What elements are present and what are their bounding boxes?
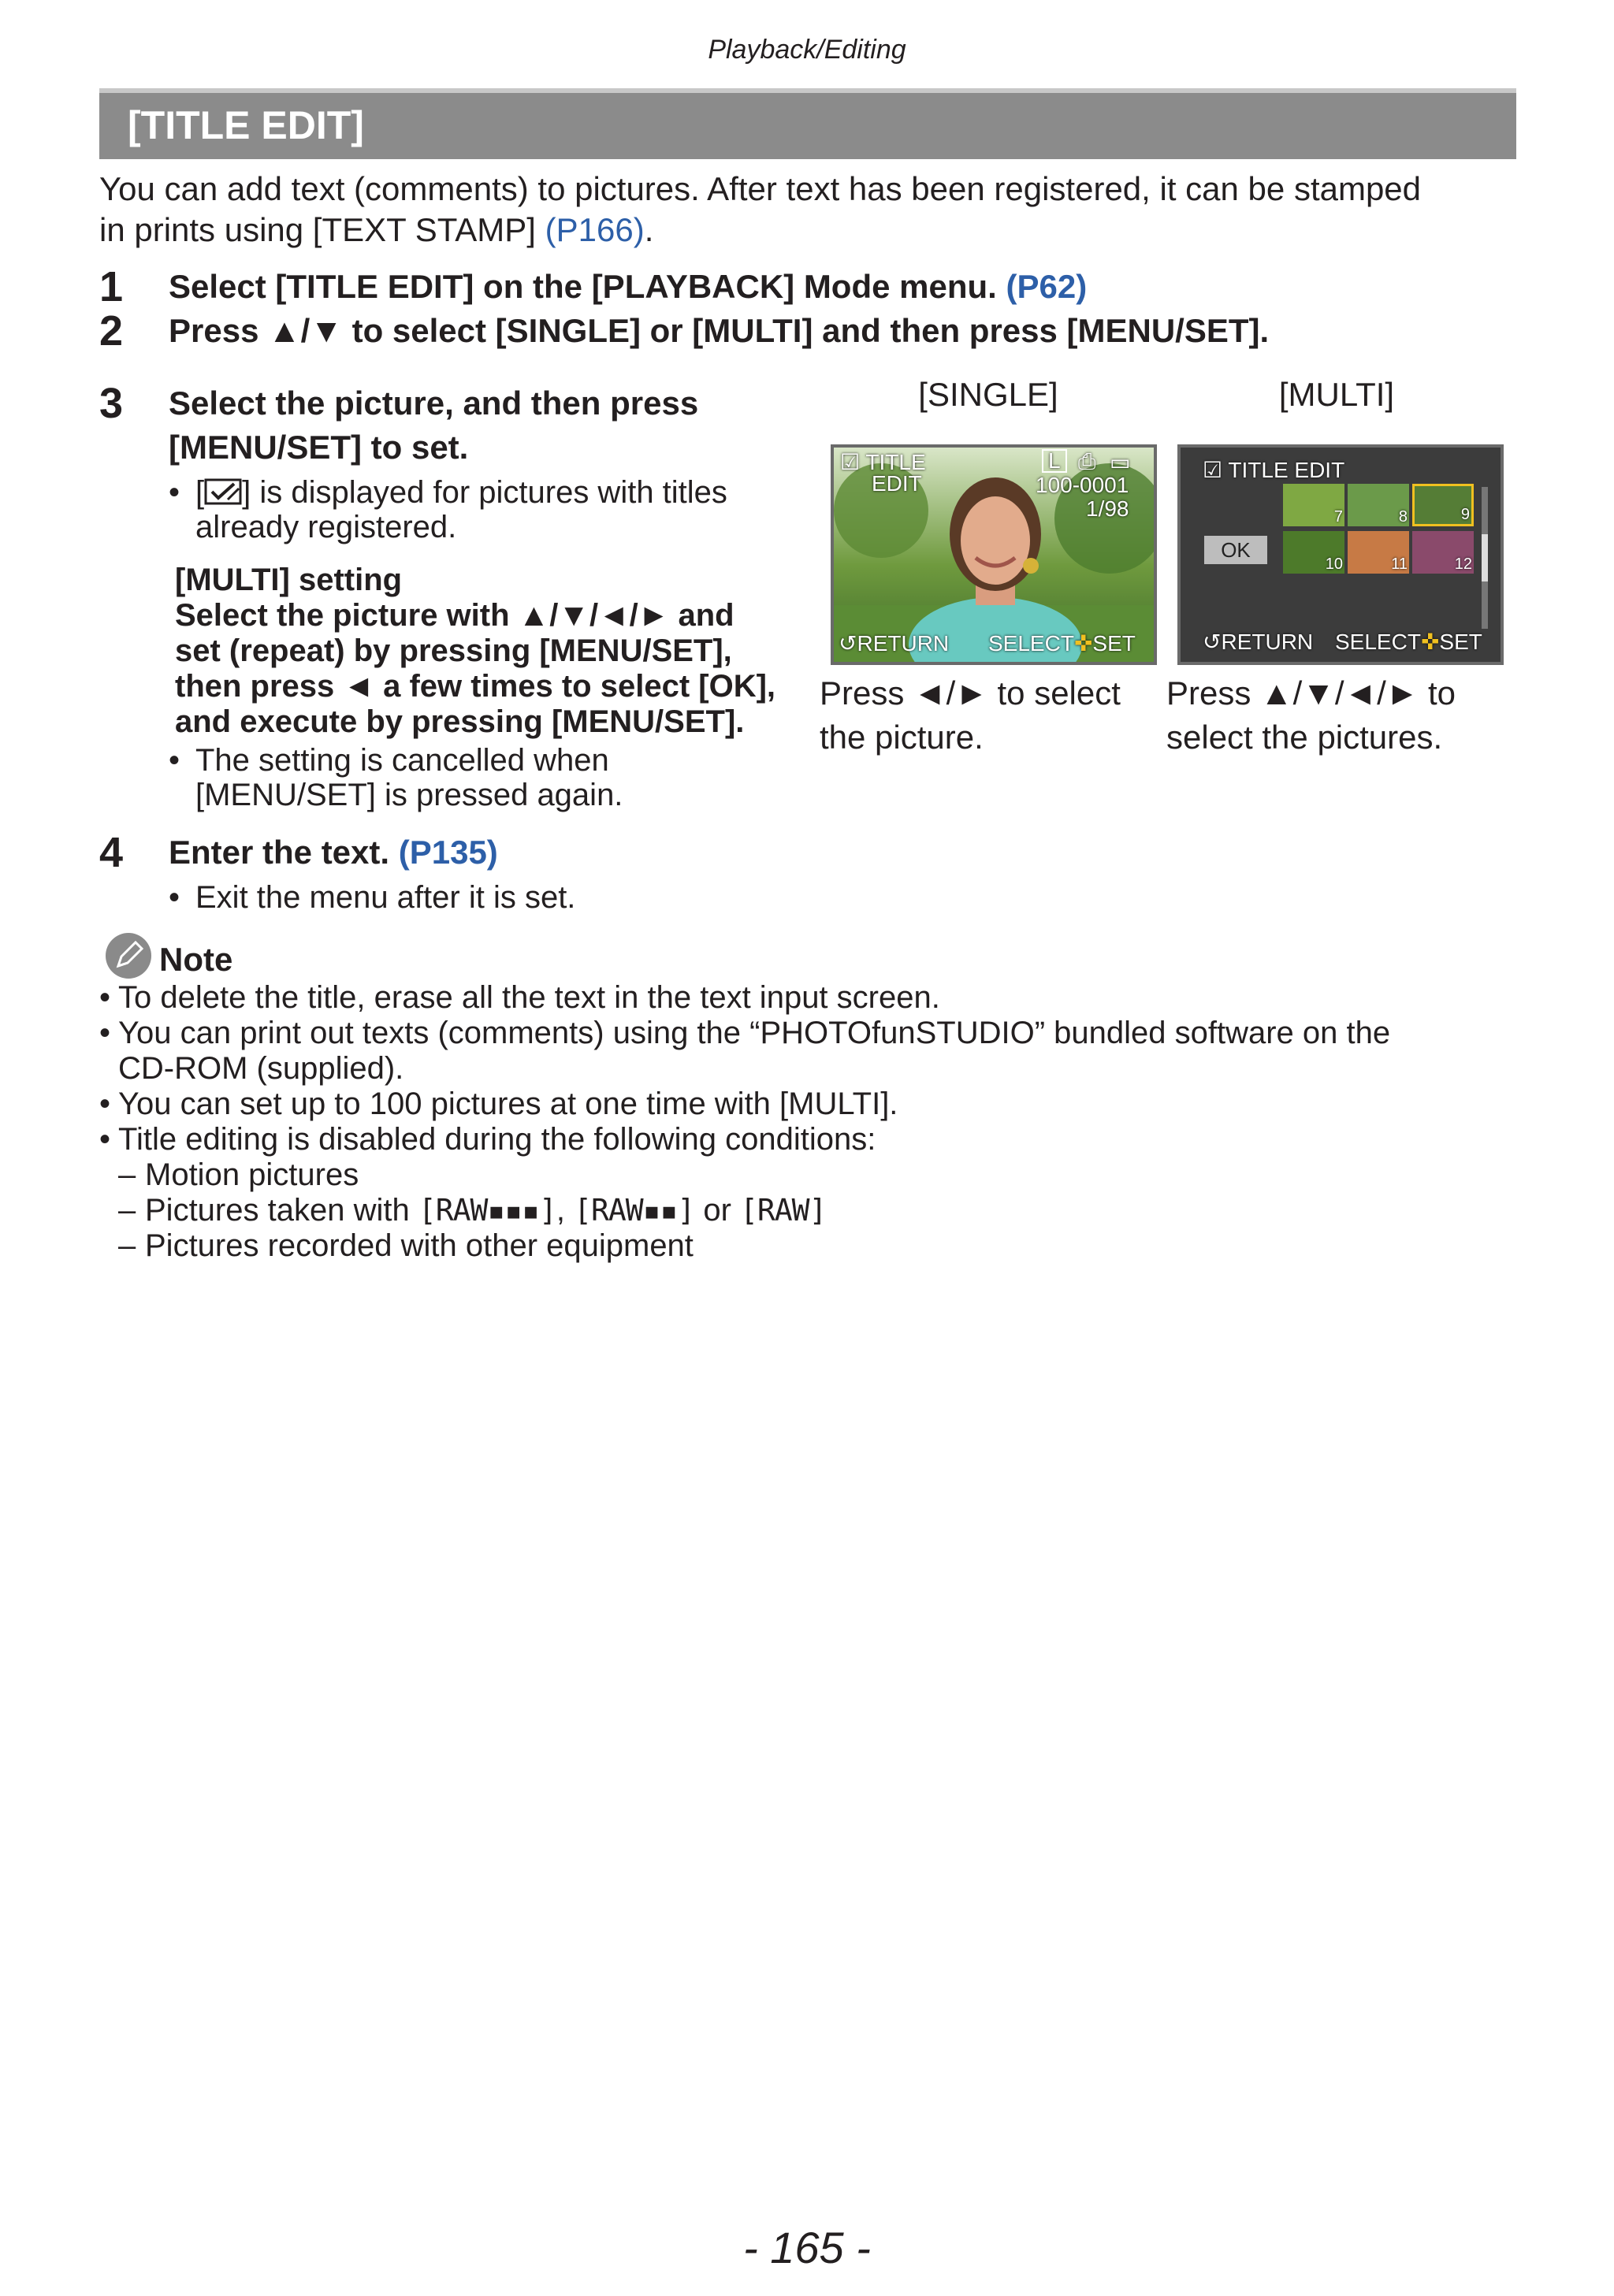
- osd-set: SET: [1439, 630, 1482, 654]
- step-4-number: 4: [99, 829, 124, 876]
- osd-return: RETURN: [1221, 630, 1314, 654]
- return-icon: ↺: [1203, 630, 1222, 654]
- note-title: Note: [159, 941, 233, 978]
- osd-multi-title: TITLE EDIT: [1228, 458, 1345, 482]
- osd-title-2: EDIT: [872, 471, 922, 496]
- osd-select: SELECT: [988, 631, 1074, 656]
- single-caption-1: Press ◄/► to select: [820, 674, 1121, 711]
- title-registered-icon: [204, 477, 242, 506]
- osd-file-number: 100-0001: [1036, 473, 1129, 497]
- step-4-bullet: • Exit the menu after it is set.: [169, 880, 576, 915]
- osd-set: SET: [1092, 631, 1136, 656]
- scrollbar: [1482, 487, 1488, 629]
- step-2-text: Press ▲/▼ to select [SINGLE] or [MULTI] and then press [MENU/SET].: [169, 312, 1270, 349]
- section-title-bar: [99, 93, 1516, 159]
- multi-setting-line-2: set (repeat) by pressing [MENU/SET],: [175, 633, 732, 668]
- dash-item: – Pictures recorded with other equipment: [118, 1228, 694, 1263]
- link-p62[interactable]: (P62): [1006, 268, 1088, 305]
- dash-item: – Pictures taken with [RAW▪▪▪], [RAW▪▪] or [RAW]: [118, 1193, 827, 1228]
- single-label: [SINGLE]: [918, 376, 1058, 413]
- thumb-10: 10: [1283, 531, 1344, 574]
- step-1-text: Select [TITLE EDIT] on the [PLAYBACK] Mode menu. (P62): [169, 268, 1088, 305]
- single-screen: [831, 444, 1157, 665]
- return-icon: ↺: [839, 631, 857, 656]
- step-4-text: Enter the text. (P135): [169, 834, 498, 871]
- step-3-line-1: Select the picture, and then press: [169, 385, 699, 422]
- multi-setting-line-1: Select the picture with ▲/▼/◄/► and: [175, 598, 734, 633]
- osd-title-1: TITLE: [865, 450, 926, 474]
- link-p135[interactable]: (P135): [398, 834, 498, 871]
- multi-caption-2: select the pictures.: [1166, 719, 1443, 756]
- osd-count: 1/98: [1086, 496, 1129, 521]
- osd-select: SELECT: [1335, 630, 1421, 654]
- note-item: • You can print out texts (comments) using the “PHOTOfunSTUDIO” bundled software on the: [99, 1016, 1391, 1050]
- thumb-9: 9: [1412, 484, 1474, 526]
- osd-ok-button: OK: [1204, 536, 1267, 564]
- multi-label: [MULTI]: [1278, 376, 1395, 413]
- step-3-line-2: [MENU/SET] to set.: [169, 429, 469, 466]
- osd-return: RETURN: [857, 631, 950, 656]
- title-edit-icon: ☑: [840, 450, 861, 474]
- single-caption-2: the picture.: [820, 719, 984, 756]
- note-item: • To delete the title, erase all the text in the text input screen.: [99, 980, 940, 1015]
- osd-size: L: [1042, 449, 1067, 473]
- dash-item: – Motion pictures: [118, 1157, 359, 1192]
- intro-line-2: in prints using [TEXT STAMP] (P166).: [99, 211, 654, 248]
- dpad-icon: ✜: [1420, 630, 1440, 654]
- thumb-12: 12: [1412, 531, 1474, 574]
- intro-paragraph: [99, 169, 1526, 251]
- raw-fine-icon: [RAW▪▪▪]: [418, 1193, 556, 1228]
- link-p166[interactable]: (P166): [545, 211, 645, 248]
- note-item: • Title editing is disabled during the following conditions:: [99, 1122, 876, 1157]
- battery-icon: ▭: [1110, 450, 1131, 474]
- page-number: - 165 -: [743, 2223, 871, 2272]
- step-1-number: 1: [99, 263, 124, 310]
- multi-setting-line-4: and execute by pressing [MENU/SET].: [175, 704, 745, 739]
- note-list: [99, 980, 1526, 1264]
- multi-setting-line-3: then press ◄ a few times to select [OK],: [175, 669, 776, 704]
- cancel-bullet: • The setting is cancelled when: [169, 743, 609, 778]
- multi-caption-1: Press ▲/▼/◄/► to: [1166, 674, 1456, 711]
- intro-line-1: You can add text (comments) to pictures. After text has been registered, it can be stamped: [99, 170, 1422, 207]
- raw-standard-icon: [RAW▪▪]: [574, 1193, 695, 1228]
- step-3-bullet: • [ ] is displayed for pictures with titles: [169, 475, 727, 510]
- pencil-icon: [106, 933, 151, 979]
- dpad-icon: ✜: [1073, 631, 1093, 656]
- cancel-bullet-line-2: [MENU/SET] is pressed again.: [195, 778, 623, 812]
- thumb-11: 11: [1348, 531, 1409, 574]
- thumb-7: 7: [1283, 484, 1344, 526]
- title-edit-icon: ☑: [1203, 458, 1223, 482]
- running-header: Playback/Editing: [708, 35, 906, 65]
- raw-icon: [RAW]: [740, 1193, 827, 1228]
- multi-setting-heading: [MULTI] setting: [175, 563, 403, 597]
- print-icon: ⎙: [1078, 449, 1096, 474]
- section-title: [TITLE EDIT]: [128, 103, 364, 147]
- note-item-cont: CD-ROM (supplied).: [118, 1051, 404, 1086]
- thumb-8: 8: [1348, 484, 1409, 526]
- step-2-number: 2: [99, 307, 124, 355]
- step-3-number: 3: [99, 380, 124, 427]
- step-3-bullet-line-2: already registered.: [195, 510, 457, 544]
- note-item: • You can set up to 100 pictures at one time with [MULTI].: [99, 1087, 898, 1121]
- multi-screen: [1177, 444, 1504, 665]
